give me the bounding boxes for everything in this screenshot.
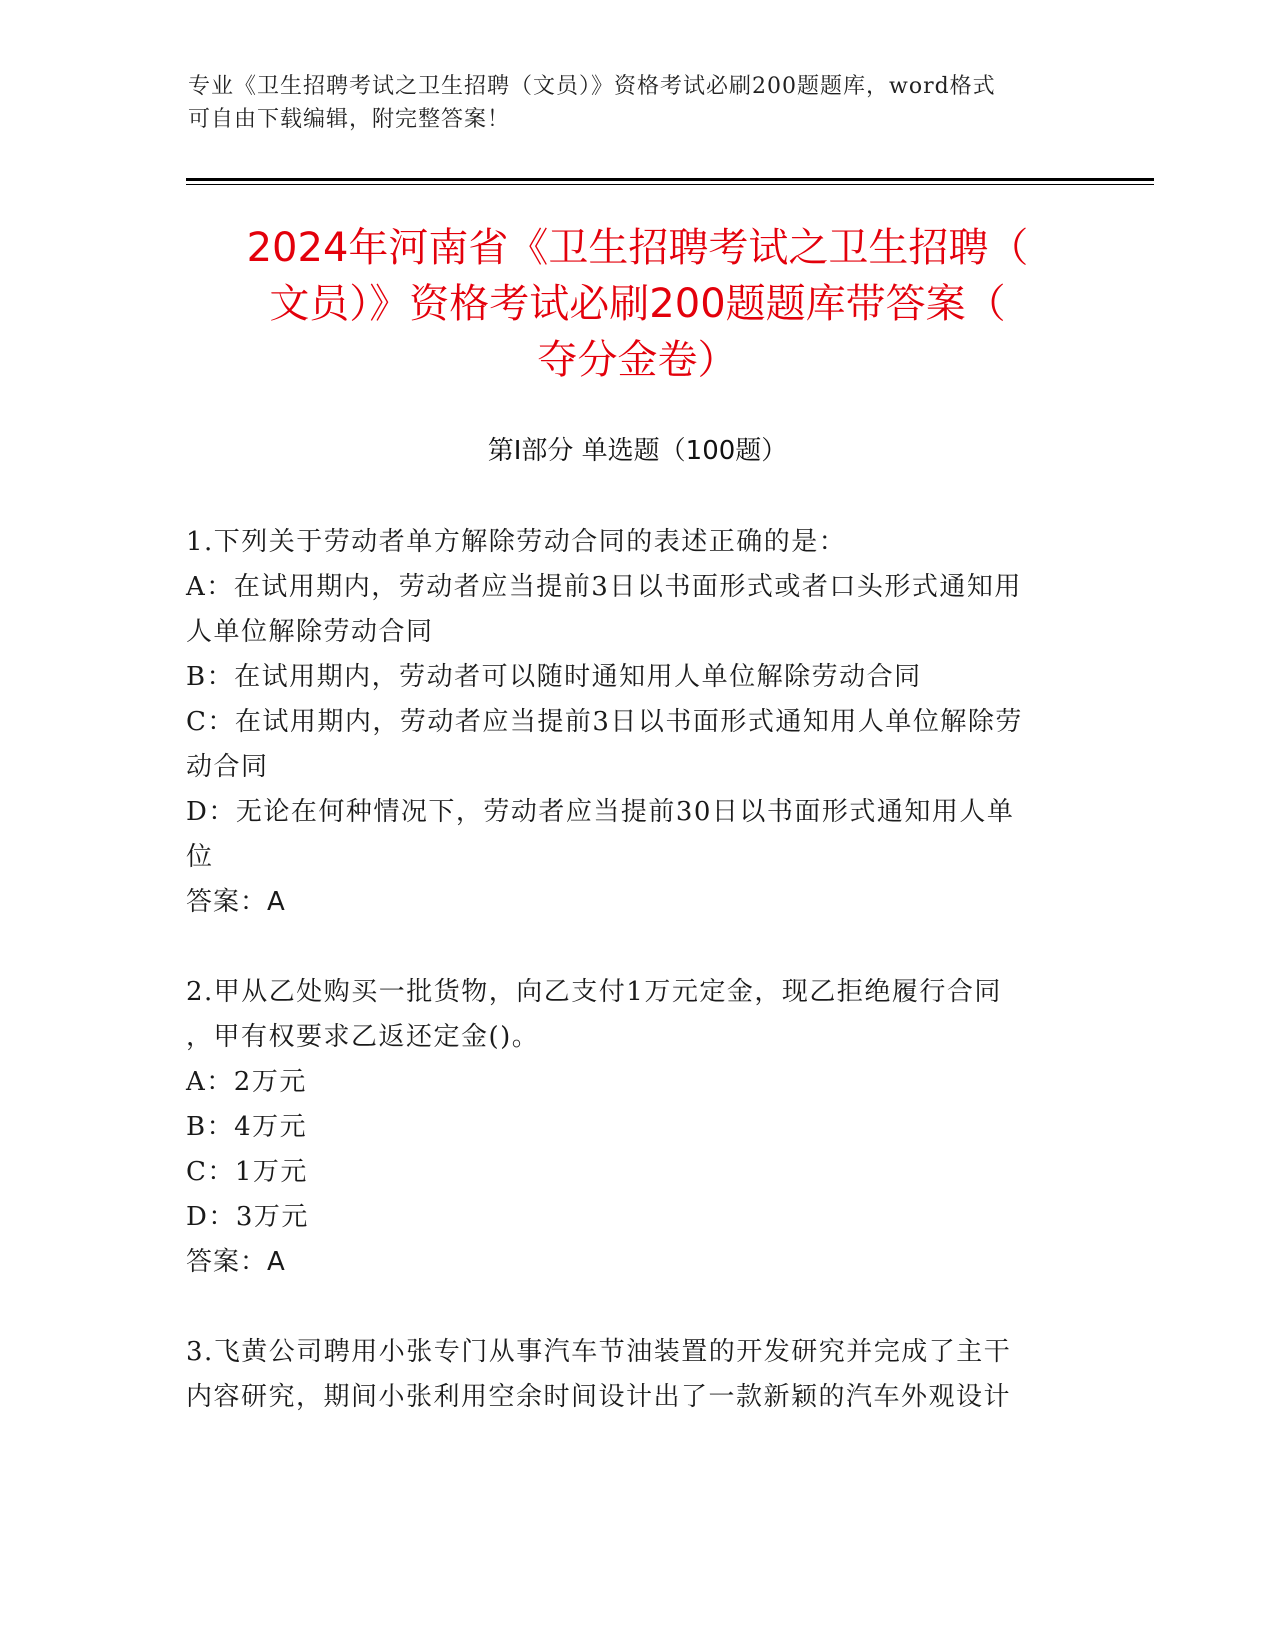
answer-line: 答案：A — [186, 887, 286, 917]
option-c: C：1万元 — [186, 1157, 308, 1187]
option-a-continued: 人单位解除劳动合同 — [186, 617, 434, 647]
header-rule-thin — [186, 184, 1154, 185]
question-stem: 1.下列关于劳动者单方解除劳动合同的表述正确的是： — [186, 527, 847, 557]
question-item — [186, 1330, 1066, 1420]
question-stem: 2.甲从乙处购买一批货物，向乙支付1万元定金，现乙拒绝履行合同 — [186, 977, 1002, 1007]
option-d: D：3万元 — [186, 1202, 309, 1232]
header-note — [188, 70, 1088, 136]
option-b: B：4万元 — [186, 1112, 308, 1142]
answer-line: 答案：A — [186, 1247, 286, 1277]
header-note-line-2: 可自由下载编辑，附完整答案！ — [188, 107, 511, 132]
document-title — [160, 220, 1115, 388]
option-c-continued: 动合同 — [186, 752, 269, 782]
question-stem-continued: 内容研究，期间小张利用空余时间设计出了一款新颖的汽车外观设计 — [186, 1382, 1012, 1412]
title-line-1: 2024年河南省《卫生招聘考试之卫生招聘（ — [246, 225, 1029, 271]
question-item — [186, 970, 1066, 1285]
section-heading: 第Ⅰ部分 单选题（100题） — [487, 436, 788, 466]
option-d: D：无论在何种情况下，劳动者应当提前30日以书面形式通知用人单 — [186, 797, 1015, 827]
question-item — [186, 520, 1066, 925]
title-line-2: 文员）》资格考试必刷200题题库带答案（ — [269, 281, 1006, 327]
option-a: A：在试用期内，劳动者应当提前3日以书面形式或者口头形式通知用 — [186, 572, 1022, 602]
question-list — [186, 520, 1066, 1465]
question-stem-continued: ，甲有权要求乙返还定金()。 — [186, 1022, 540, 1052]
option-c: C：在试用期内，劳动者应当提前3日以书面形式通知用人单位解除劳 — [186, 707, 1023, 737]
question-stem: 3.飞黄公司聘用小张专门从事汽车节油装置的开发研究并完成了主干 — [186, 1337, 1012, 1367]
title-line-3: 夺分金卷） — [537, 337, 738, 383]
option-b: B：在试用期内，劳动者可以随时通知用人单位解除劳动合同 — [186, 662, 922, 692]
header-note-line-1: 专业《卫生招聘考试之卫生招聘（文员）》资格考试必刷200题题库，word格式 — [188, 74, 996, 99]
header-rule-thick — [186, 178, 1154, 181]
option-a: A：2万元 — [186, 1067, 307, 1097]
option-d-continued: 位 — [186, 842, 214, 872]
